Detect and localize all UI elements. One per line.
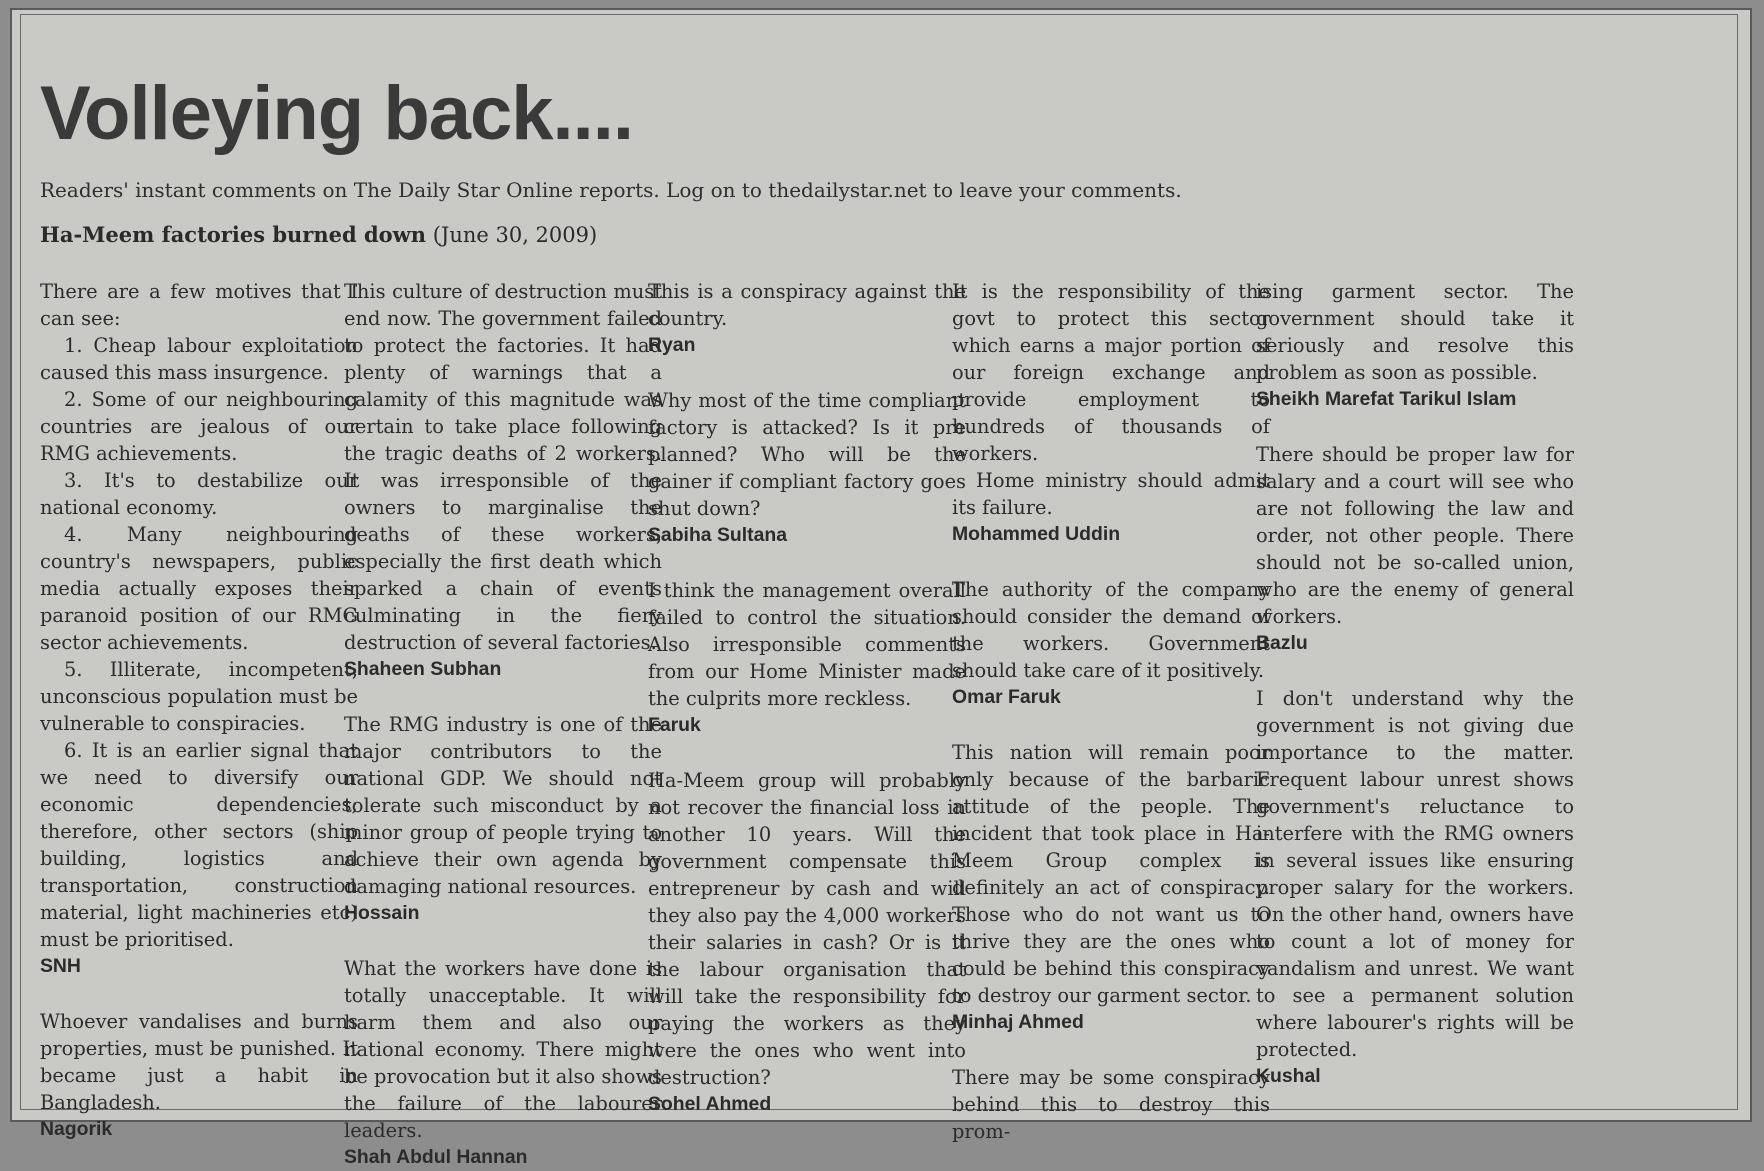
comment-author: Sohel Ahmed bbox=[648, 1093, 772, 1115]
comment-author: Mohammed Uddin bbox=[952, 523, 1121, 545]
comment-paragraph: 4. Many neighbouring country's newspapers, public media actually exposes their paranoid position of our RMG sector achievements. bbox=[40, 523, 358, 654]
column-5 bbox=[1256, 278, 1574, 1090]
topic-date: (June 30, 2009) bbox=[432, 223, 598, 247]
newspaper-clipping bbox=[10, 8, 1752, 1168]
comment-author: SNH bbox=[40, 955, 81, 977]
comment-author: Hossain bbox=[344, 902, 420, 924]
comment-paragraph: I think the management overall failed to control the situation. Also irresponsible comments from our Home Minister made the culprits more reckless. bbox=[648, 579, 966, 710]
comment-paragraph: Why most of the time compliant factory is attacked? Is it pre planned? Who will be the gainer if compliant factory goes shut down? bbox=[648, 389, 966, 520]
comment-author: Minhaj Ahmed bbox=[952, 1011, 1084, 1033]
comment-paragraph: This culture of destruction must end now. The government failed to protect the factories. It had plenty of warnings that a calamity of this magnitude was certain to take place following the tragic deaths of 2 workers. It was irresponsible of the owners to marginalise the deaths of these workers, especially the first death which sparked a chain of events culminating in the fiery destruction of several factories. bbox=[344, 280, 662, 654]
comment-paragraph: Ha-Meem group will probably not recover the financial loss in another 10 years. Will the government compensate this entrepreneur by cash and will they also pay the 4,000 workers their salaries in cash? Or is it the labour organisation that will take the responsibility for paying the workers as they were the ones who went into destruction? bbox=[648, 769, 966, 1089]
column-2 bbox=[344, 278, 662, 1171]
comment-paragraph: There may be some conspiracy behind this to destroy this prom- bbox=[952, 1066, 1270, 1143]
comment-author: Shah Abdul Hannan bbox=[344, 1146, 528, 1168]
comment-paragraph: 5. Illiterate, incompetent, unconscious population must be vulnerable to conspiracies. bbox=[40, 658, 358, 735]
column-4 bbox=[952, 278, 1270, 1145]
comment-paragraph: 3. It's to destabilize our national economy. bbox=[40, 469, 358, 519]
comment-paragraph: 2. Some of our neighbouring countries are jealous of our RMG achievements. bbox=[40, 388, 358, 465]
column-1 bbox=[40, 278, 358, 1143]
comment-paragraph: There are a few motives that I can see: bbox=[40, 280, 358, 330]
comment-paragraph: This is a conspiracy against the country. bbox=[648, 280, 966, 330]
comment-paragraph: It is the responsibility of the govt to protect this sector which earns a major portion of our foreign exchange and provide employment to hundreds of thousands of workers. bbox=[952, 280, 1270, 465]
comment-author: Sabiha Sultana bbox=[648, 524, 788, 546]
comment-author: Nagorik bbox=[40, 1118, 113, 1140]
comment-paragraph: The authority of the company should consider the demand of the workers. Government should take care of it positively. bbox=[952, 578, 1270, 682]
comment-paragraph: The RMG industry is one of the major contributors to the national GDP. We should not tolerate such misconduct by a minor group of people trying to achieve their own agenda by damaging national resources. bbox=[344, 713, 662, 898]
column-3 bbox=[648, 278, 966, 1118]
comment-paragraph: 1. Cheap labour exploitation caused this mass insurgence. bbox=[40, 334, 358, 384]
comment-author: Sheikh Marefat Tarikul Islam bbox=[1256, 388, 1517, 410]
comment-paragraph: ising garment sector. The government should take it seriously and resolve this problem as soon as possible. bbox=[1256, 280, 1574, 384]
comment-paragraph: There should be proper law for salary and a court will see who are not following the law and order, not other people. There should not be so-called union, who are the enemy of general workers. bbox=[1256, 443, 1574, 628]
comment-author: Faruk bbox=[648, 714, 701, 736]
comment-author: Kushal bbox=[1256, 1065, 1321, 1087]
comment-author: Omar Faruk bbox=[952, 686, 1061, 708]
comment-author: Shaheen Subhan bbox=[344, 658, 502, 680]
comment-columns bbox=[40, 278, 1730, 1168]
comment-paragraph: This nation will remain poor only because of the barbaric attitude of the people. The incident that took place in Ha-Meem Group complex is definitely an act of conspiracy. Those who do not want us to thrive they are the ones who could be behind this conspiracy to destroy our garment sector. bbox=[952, 741, 1270, 1007]
comment-paragraph: 6. It is an earlier signal that we need to diversify our economic dependencies; therefore, other sectors (ship building, logistics and transportation, construction material, light machineries etc) must be prioritised. bbox=[40, 739, 358, 951]
topic-title: Ha-Meem factories burned down bbox=[40, 222, 427, 247]
comment-paragraph: What the workers have done is totally unacceptable. It will harm them and also our national economy. There might be provocation but it also shows the failure of the labourer leaders. bbox=[344, 957, 663, 1142]
comment-paragraph: Whoever vandalises and burns properties, must be punished. It became just a habit in Bangladesh. bbox=[40, 1010, 358, 1114]
headline: Volleying back.... bbox=[40, 71, 634, 156]
comment-author: Ryan bbox=[648, 334, 696, 356]
comment-paragraph: Home ministry should admit its failure. bbox=[952, 469, 1270, 519]
comment-author: Bazlu bbox=[1256, 632, 1308, 654]
comment-paragraph: I don't understand why the government is not giving due importance to the matter. Frequent labour unrest shows government's reluctance to interfere with the RMG owners in several issues like ensuring proper salary for the workers. On the other hand, owners have to count a lot of money for vandalism and unrest. We want to see a permanent solution where labourer's rights will be protected. bbox=[1256, 687, 1574, 1061]
intro-line: Readers' instant comments on The Daily Star Online reports. Log on to thedailystar.net to leave your comments. bbox=[40, 178, 1182, 202]
topic-line bbox=[40, 222, 597, 247]
